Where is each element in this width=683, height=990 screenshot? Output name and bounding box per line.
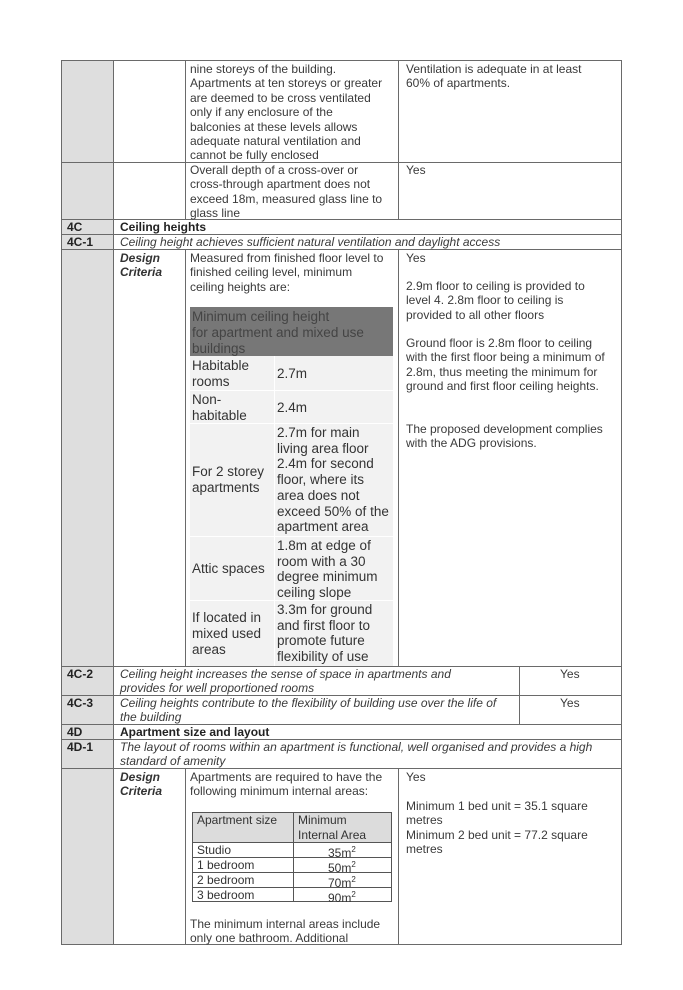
ceiling-value: 2.7m for main living area floor 2.4m for second floor, where its area does not exceed 50% of the apartment area bbox=[277, 425, 389, 535]
area-value: $90m^2$ bbox=[328, 890, 356, 905]
section-code: 4C bbox=[67, 220, 83, 234]
design-criteria-label: Design Criteria bbox=[120, 251, 163, 280]
response-text: Yes bbox=[560, 696, 580, 710]
col-divider bbox=[398, 60, 399, 220]
apartment-type: Studio bbox=[197, 843, 232, 857]
apartment-type: 3 bedroom bbox=[197, 888, 255, 902]
response-text: Yes bbox=[406, 251, 426, 265]
ceiling-height-table bbox=[190, 307, 393, 666]
requirement-note: The minimum internal areas include only one bathroom. Additional bbox=[190, 917, 381, 946]
design-criteria-label: Design Criteria bbox=[120, 770, 163, 799]
response-text: Yes bbox=[406, 770, 426, 784]
code-column-shade bbox=[62, 61, 113, 944]
objective-code: 4C-1 bbox=[67, 235, 94, 249]
objective-text: The layout of rooms within an apartment is functional, well organised and provides a high standard of amenity bbox=[120, 740, 593, 769]
apartment-type: 2 bedroom bbox=[197, 873, 255, 887]
ceiling-value: 3.3m for ground and first floor to promote future flexibility of use bbox=[277, 602, 373, 665]
col-divider bbox=[185, 249, 186, 666]
apartment-type: 1 bedroom bbox=[197, 858, 255, 872]
room-type: Non- habitable bbox=[192, 392, 247, 423]
requirement-text: Overall depth of a cross-over or cross-through apartment does not exceed 18m, measured glass line to glass line bbox=[190, 163, 383, 221]
ceiling-value: 1.8m at edge of room with a 30 degree minimum ceiling slope bbox=[277, 538, 378, 601]
response-text: Ventilation is adequate in at least 60% of apartments. bbox=[406, 62, 582, 91]
table-divider bbox=[190, 390, 393, 391]
col-divider bbox=[185, 768, 186, 945]
response-text: Yes bbox=[560, 667, 580, 681]
table-divider bbox=[190, 536, 393, 537]
requirement-text: Apartments are required to have the following minimum internal areas: bbox=[190, 770, 383, 799]
response-text: Minimum 1 bed unit = 35.1 square metres Minimum 2 bed unit = 77.2 square metres bbox=[406, 799, 588, 857]
col-divider bbox=[398, 768, 399, 945]
area-value: $70m^2$ bbox=[328, 875, 356, 890]
col-divider bbox=[398, 249, 399, 666]
col-divider bbox=[185, 60, 186, 220]
room-type: If located in mixed used areas bbox=[192, 610, 262, 657]
response-text: 2.9m floor to ceiling is provided to level 4. 2.8m floor to ceiling is provided to all other floors bbox=[406, 279, 585, 322]
room-type: For 2 storey apartments bbox=[192, 464, 265, 495]
section-code: 4D bbox=[67, 725, 83, 739]
section-title: Ceiling heights bbox=[120, 220, 207, 234]
room-type: Habitable rooms bbox=[192, 358, 250, 389]
objective-text: Ceiling height increases the sense of space in apartments and provides for well proportioned rooms bbox=[120, 667, 451, 696]
objective-code: 4C-2 bbox=[67, 667, 94, 681]
response-text: Yes bbox=[406, 163, 426, 177]
ceiling-value: 2.4m bbox=[277, 400, 308, 415]
response-text: Ground floor is 2.8m floor to ceiling with the first floor being a minimum of 2.8m, thus meeting the minimum for ground and first floor ceiling heights. bbox=[406, 336, 605, 394]
objective-code: 4D-1 bbox=[67, 740, 94, 754]
objective-code: 4C-3 bbox=[67, 696, 94, 710]
table-header-text: Minimum ceiling height for apartment and mixed use buildings bbox=[192, 309, 364, 356]
response-text: The proposed development complies with the ADG provisions. bbox=[406, 422, 603, 451]
room-type: Attic spaces bbox=[192, 561, 265, 576]
col-divider bbox=[113, 60, 114, 945]
section-title: Apartment size and layout bbox=[120, 725, 270, 739]
requirement-text: nine storeys of the building. Apartments at ten storeys or greater are deemed to be cross ventilated only if any enclosure of the balconies at these levels allows adequate natural ventilation and cannot be fully enclosed bbox=[190, 62, 383, 163]
table-border-right bbox=[621, 60, 622, 945]
area-value: $35m^2$ bbox=[328, 845, 356, 860]
area-value: $50m^2$ bbox=[328, 860, 356, 875]
table-header-area: Minimum Internal Area bbox=[298, 813, 367, 842]
ceiling-value: 2.7m bbox=[277, 366, 308, 381]
internal-area-table bbox=[192, 812, 392, 905]
table-header-type: Apartment size bbox=[197, 813, 278, 827]
table-border-left bbox=[61, 60, 62, 945]
requirement-text: Measured from finished floor level to finished ceiling level, minimum ceiling heights are: bbox=[190, 251, 384, 294]
table-border-top bbox=[61, 60, 622, 61]
table-divider bbox=[274, 356, 275, 666]
objective-text: Ceiling heights contribute to the flexibility of building use over the life of the building bbox=[120, 696, 497, 725]
objective-text: Ceiling height achieves sufficient natural ventilation and daylight access bbox=[120, 235, 501, 249]
